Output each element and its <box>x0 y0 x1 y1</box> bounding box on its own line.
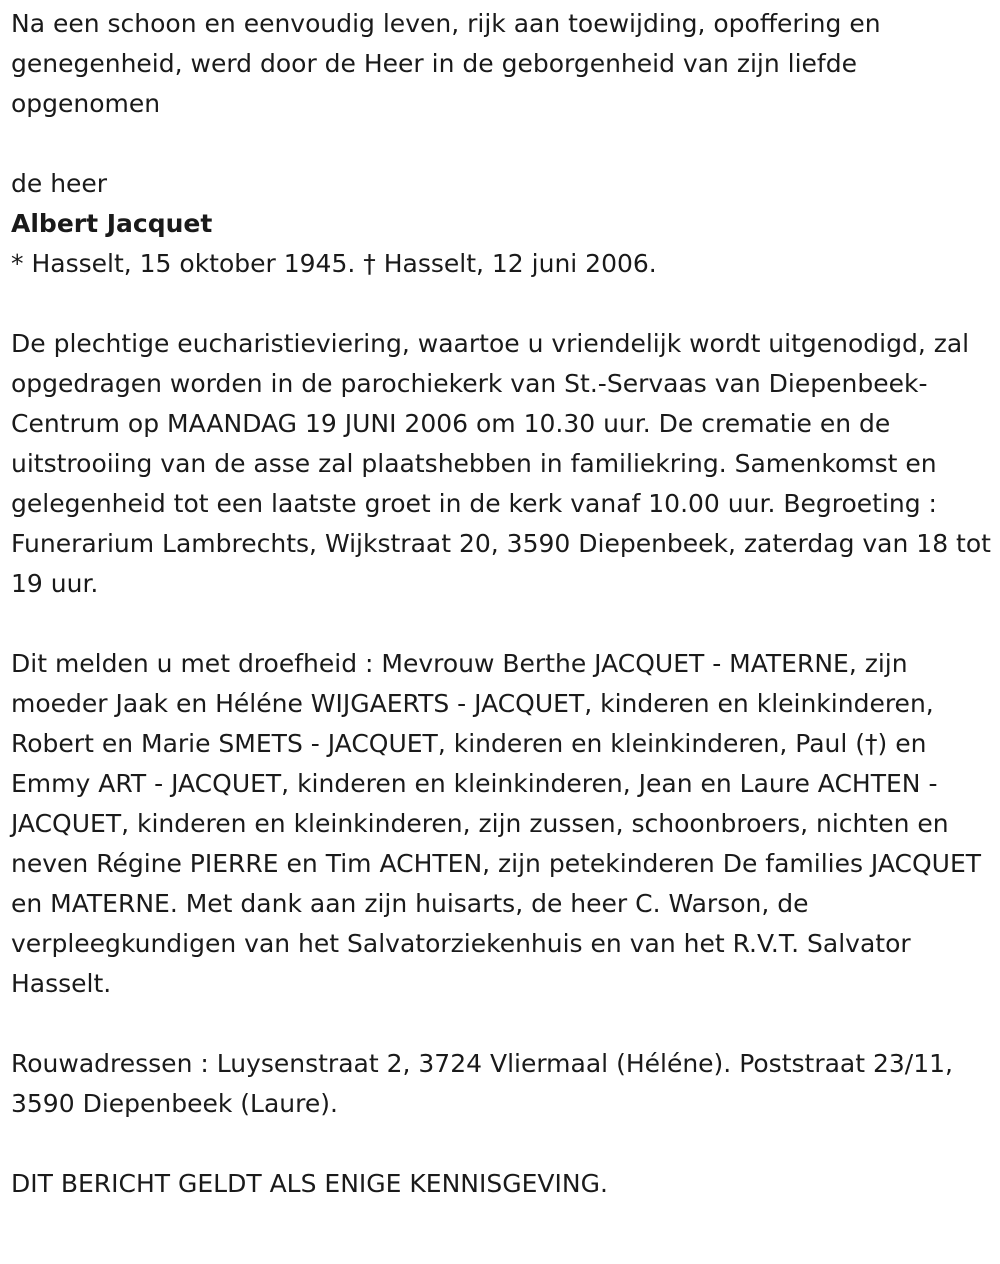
spacer <box>11 124 996 164</box>
ceremony-paragraph: De plechtige eucharistieviering, waartoe u vriendelijk wordt uitgenodigd, zal opgedragen worden in de parochiekerk van St.-Servaas van Diepenbeek-Centrum op MAANDAG 19 JUNI 2006 om 10.30 uur. De crematie en de uitstrooiing van de asse zal plaatshebben in familiekring. Samenkomst en gelegenheid tot een laatste groet in de kerk vanaf 10.00 uur. Begroeting : Funerarium Lambrechts, Wijkstraat 20, 3590 Diepenbeek, zaterdag van 18 tot 19 uur. <box>11 329 991 598</box>
spacer <box>11 1124 996 1164</box>
family-paragraph: Dit melden u met droefheid : Mevrouw Berthe JACQUET - MATERNE, zijn moeder Jaak en Héléne WIJGAERTS - JACQUET, kinderen en kleinkinderen, Robert en Marie SMETS - JACQUET, kinderen en kleinkinderen, Paul (†) en Emmy ART - JACQUET, kinderen en kleinkinderen, Jean en Laure ACHTEN - JACQUET, kinderen en kleinkinderen, zijn zussen, schoonbroers, nichten en neven Régine PIERRE en Tim ACHTEN, zijn petekinderen De families JACQUET en MATERNE. Met dank aan zijn huisarts, de heer C. Warson, de verpleegkundigen van het Salvatorziekenhuis en van het R.V.T. Salvator Hasselt. <box>11 649 982 998</box>
spacer <box>11 284 996 324</box>
closing-statement: DIT BERICHT GELDT ALS ENIGE KENNISGEVING. <box>11 1169 608 1198</box>
spacer <box>11 604 996 644</box>
deceased-name: Albert Jacquet <box>11 209 213 238</box>
spacer <box>11 1004 996 1044</box>
death-notice <box>11 4 996 1204</box>
birth-death-dates: * Hasselt, 15 oktober 1945. † Hasselt, 12 juni 2006. <box>11 249 657 278</box>
intro-paragraph: Na een schoon en eenvoudig leven, rijk aan toewijding, opoffering en genegenheid, werd door de Heer in de geborgenheid van zijn liefde opgenomen <box>11 9 881 118</box>
salutation: de heer <box>11 169 108 198</box>
addresses-paragraph: Rouwadressen : Luysenstraat 2, 3724 Vliermaal (Héléne). Poststraat 23/11, 3590 Diepenbeek (Laure). <box>11 1049 953 1118</box>
